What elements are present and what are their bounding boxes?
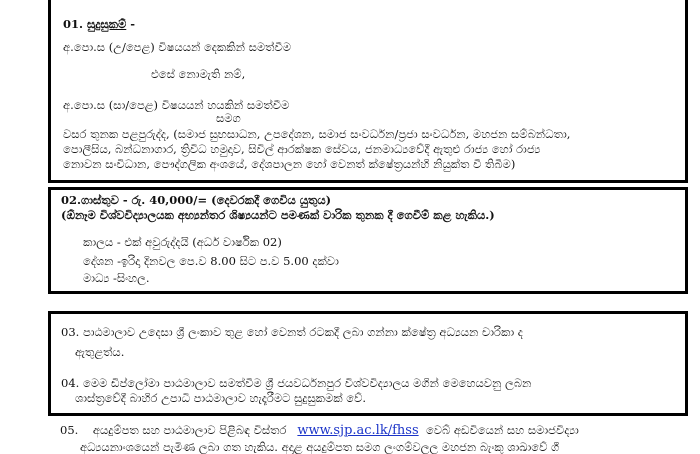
item-4-line-1: 04. මෙම ඩිප්ලෝමා පාඨමාලාව සමත්වීම ශ්‍රී ජයවර්ධනපුර විශ්වවිද්‍යාලය මගින් මෙහෙයවනු ලබන	[61, 376, 532, 390]
fees-note: (ඕනෑම විශ්වවිද්‍යාලයක අභ්‍යන්තර ශිෂ්‍යයන්ට පමණක් වාරික තුනක දී ගෙවීම් කළ හැකිය.)	[61, 208, 495, 222]
item-5-text-after: වෙබ් අඩවියෙන් සහ සමාජවිද්‍යා	[425, 423, 579, 437]
qualification-ol: අ.පො.ස (සා/පෙළ) විෂයයන් හයකින් සමත්වීම	[63, 98, 290, 112]
heading-suffix: -	[126, 17, 136, 31]
qualification-al: අ.පො.ස (උ/පෙළ) විෂයයන් දෙකකින් සමත්වීම	[63, 40, 291, 54]
experience-line-3: නොවන සංවිධාන, පෞද්ගලික අංශයේ, දේශපාලන හෝ වෙනත් ක්ෂේත්‍රයන්හි නියුක්ත වී තිබීම)	[63, 157, 516, 171]
medium-text: මාධ්‍ය -සිංහල.	[83, 271, 150, 285]
item-5-line-2: අධ්‍යයනාංශයෙන් පැමිණ ලබා ගත හැකිය. අදාළ අයදුම්පත සමග ලංගම්වලල මහජන බැංකු ශාඛාවේ ගී	[80, 440, 560, 454]
experience-line-1: වසර තුනක පළපුරුද්ද, (සමාජ සුභසාධන, උපදේශන, සමාජ සංවර්ධන/ප්‍රජා සංවර්ධන, මහජන සම්බන්ධතා,	[63, 127, 571, 141]
fees-box	[48, 187, 688, 294]
experience-line-2: පොලීසිය, බන්ධනාගාර, ත්‍රිවිධ හමුදාව, සිවිල් ආරක්ෂක සේවය, ජනමාධ්‍යවේදී ඇතුළු රාජ්‍ය හෝ රාජ්‍ය	[63, 142, 541, 156]
item-5-line-1	[60, 423, 579, 438]
fees-heading: 02.ගාස්තුව - රු. 40,000/= (දෙවරකදී ගෙවිය යුතුය)	[61, 193, 332, 207]
item-3-line-2: ඇතුළත්ය.	[75, 345, 125, 359]
heading-number: 01.	[63, 17, 84, 31]
duration-text: කාලය - එක් අවුරුද්දයි (අර්ධ වාර්ෂික 02)	[83, 235, 282, 249]
item-4-line-2: ශාස්ත්‍රවේදී බාහිර උපාධි පාඨමාලාව හැදෑරීමට සුදුසුකමක් වේ.	[75, 391, 367, 405]
with-text: සමග	[216, 111, 241, 125]
website-link[interactable]: www.sjp.ac.lk/fhss	[297, 423, 419, 438]
qualifications-box	[48, 0, 688, 183]
item-3-line-1: 03. පාඨමාලාව උදෙසා ශ්‍රී ලංකාව තුළ හෝ වෙනත් රටකදී ලබා ගන්නා ක්ෂේත්‍ර අධ්‍යයන චාරිකා ද	[61, 325, 523, 339]
item-5-number: 05.	[60, 423, 79, 437]
or-text: එසේ නොමැති නම්,	[151, 67, 246, 81]
qualifications-heading	[63, 17, 135, 31]
item-5-text-before: අයදුම්පත සහ පාඨමාලාව පිළිබඳ විස්තර	[92, 423, 287, 437]
notes-box	[48, 311, 688, 416]
heading-label: සුදුසුකම්	[87, 17, 127, 31]
lectures-text: දේශන -ඉරිදා දිනවල පෙ.ව 8.00 සිට ප.ව 5.00 දක්වා	[83, 254, 339, 268]
